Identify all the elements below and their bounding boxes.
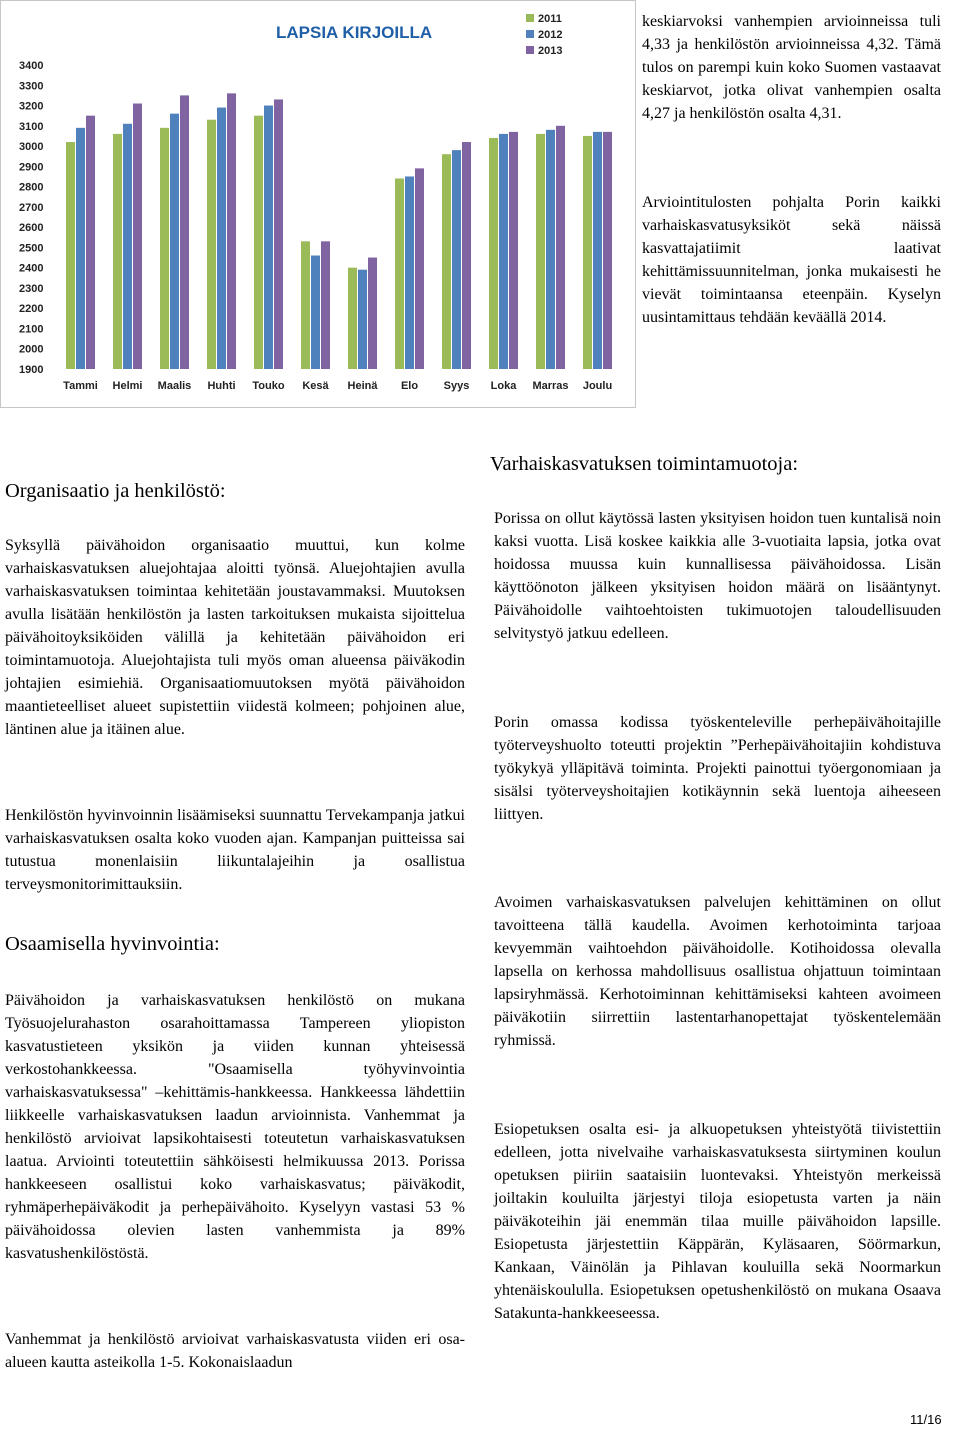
right-paragraph-1: Porissa on ollut käytössä lasten yksityisen hoidon tuen kuntalisä noin kaksi vuotta. Lisä koskee kaikkia alle 3-vuotiaita lapsia, jotka ovat hoidossa muussa kuin kunnallisessa päivähoidossa. Lisän käyttöönoton jälkeen yksityisen hoidon määrä on lisääntynyt. Päivähoidolle vaihtoehtoisten tukimuotojen taloudellisuuden selvitystyö jatkuu edelleen. [494, 510, 941, 642]
right-top-paragraph-2: Arviointitulosten pohjalta Porin kaikki varhaiskasvatusyksiköt sekä näissä kasvattajatiimit laativat kehittämissuunnitelman, jonka mukaisesti he vievät toimintaansa eteenpäin. Kyselyn uusintamittaus tehdään keväällä 2014. [642, 194, 941, 326]
y-tick-label: 2900 [19, 161, 44, 174]
bar-2013-helmi [133, 104, 142, 369]
y-tick-label: 2700 [19, 201, 44, 214]
legend-label-2012: 2012 [538, 29, 563, 41]
left-paragraph-2: Henkilöstön hyvinvoinnin lisäämiseksi suunnattu Tervekampanja jatkui varhaiskasvatuksen osalta koko vuoden ajan. Kampanjan puitteissa sai tutustua monenlaisiin liikuntalajeihin ja osallistua terveysmonitorimittauksiin. [5, 807, 465, 893]
right-paragraph-3: Avoimen varhaiskasvatuksen palvelujen kehittäminen on ollut tavoitteena tällä kaudella. Avoimen kerhotoiminta tarjoaa kevyemmän vaihtoehdon päivähoidolle. Kotihoidossa olevalla lapsella on kerhossa mahdollisuus osallistua ohjattuun toimintaan lapsiryhmässä. Kerhotoiminnan kehittämiseksi kahteen avoimeen päiväkotiin siirrettiin lastentarhanopettajat työskentelemään ryhmissä. [494, 894, 941, 1049]
bar-2011-tammi [66, 142, 75, 369]
x-tick-label: Helmi [112, 380, 143, 392]
y-tick-label: 2400 [19, 262, 44, 275]
legend-label-2013: 2013 [538, 45, 563, 57]
x-tick-label: Syys [443, 380, 470, 392]
bar-2013-kesä [321, 241, 330, 369]
y-tick-label: 3400 [19, 60, 44, 72]
left-paragraph-4: Vanhemmat ja henkilöstö arvioivat varhaiskasvatusta viiden eri osa-alueen kautta asteikolla 1-5. Kokonaislaadun [5, 1331, 465, 1371]
bar-2012-marras [546, 130, 555, 369]
chart-svg [1, 1, 637, 409]
y-axis [19, 60, 43, 376]
x-tick-label: Maalis [157, 380, 192, 392]
x-tick-label: Kesä [302, 380, 329, 392]
y-tick-label: 3000 [19, 141, 44, 154]
bar-2012-joulu [593, 132, 602, 369]
bar-2013-syys [462, 142, 471, 369]
legend-swatch-2011 [526, 14, 534, 22]
bar-2013-marras [556, 126, 565, 369]
page-number: 11/16 [910, 1412, 942, 1427]
bar-2013-maalis [180, 95, 189, 369]
bar-2011-kesä [301, 241, 310, 369]
bar-2011-elo [395, 178, 404, 369]
y-tick-label: 1900 [19, 364, 44, 376]
y-tick-label: 2100 [19, 323, 44, 336]
bar-2012-syys [452, 150, 461, 369]
bar-2012-maalis [170, 114, 179, 369]
heading-varhaiskasvatuksen: Varhaiskasvatuksen toimintamuotoja: [490, 453, 799, 475]
x-tick-label: Marras [532, 380, 569, 392]
bar-2011-loka [489, 138, 498, 369]
bars [66, 93, 612, 369]
bar-2012-heinä [358, 270, 367, 369]
x-tick-label: Huhti [207, 380, 236, 392]
x-tick-label: Loka [490, 380, 517, 392]
y-tick-label: 3300 [19, 80, 44, 93]
legend-label-2011: 2011 [538, 13, 562, 25]
x-tick-label: Elo [400, 380, 419, 392]
y-tick-label: 2800 [19, 181, 44, 194]
bar-2013-heinä [368, 258, 377, 369]
bar-2013-joulu [603, 132, 612, 369]
bar-2011-touko [254, 116, 263, 369]
chart-title: LAPSIA KIRJOILLA [276, 23, 433, 42]
bar-2012-loka [499, 134, 508, 369]
y-tick-label: 2200 [19, 303, 44, 316]
y-tick-label: 2600 [19, 222, 44, 235]
bar-2013-elo [415, 168, 424, 369]
right-paragraph-4: Esiopetuksen osalta esi- ja alkuopetuksen yhteistyötä tiivistettiin edelleen, jotta nivelvaihe varhaiskasvatuksesta siirtyminen koulun opetuksen piiriin saataisiin luontevaksi. Yhteistyön merkeissä joiltakin kouluilta järjestyi tiloja esiopetusta varten ja näin päiväkoteihin jäi enemmän tilaa muille päivähoidon lapsille. Esiopetusta järjestettiin Käppärän, Kyläsaaren, Söörmarkun, Kankaan, Väinölän ja Pihlavan kouluilla sekä Noormarkun yhtenäiskoululla. Esiopetuksen opetushenkilöstö on mukana Osaava Satakunta-hankkeeseessa. [494, 1121, 941, 1322]
bar-2011-heinä [348, 268, 357, 369]
bar-2012-huhti [217, 108, 226, 369]
bar-2011-marras [536, 134, 545, 369]
y-tick-label: 2300 [19, 282, 44, 295]
x-tick-label: Joulu [582, 380, 613, 392]
right-paragraph-2: Porin omassa kodissa työskenteleville perhepäivähoitajille työterveyshuolto toteutti projektin ”Perhepäivähoitajiin kohdistuva työkykyä ylläpitävä toiminta. Projekti painottui työergonomiaan ja sisälsi työterveyshoitajien kotikäynnin sekä luentoja aiheeseen liittyen. [494, 714, 941, 823]
bar-2013-tammi [86, 116, 95, 369]
bar-2012-elo [405, 176, 414, 369]
legend-swatch-2012 [526, 30, 534, 38]
y-tick-label: 3200 [19, 100, 44, 113]
bar-2011-helmi [113, 134, 122, 369]
bar-2011-maalis [160, 128, 169, 369]
y-tick-label: 2500 [19, 242, 44, 255]
bar-2013-touko [274, 99, 283, 369]
heading-organisaatio: Organisaatio ja henkilöstö: [5, 480, 226, 502]
bar-2012-touko [264, 106, 273, 369]
x-tick-label: Tammi [63, 380, 98, 392]
x-tick-label: Touko [252, 380, 285, 392]
y-tick-label: 2000 [19, 343, 44, 356]
bar-2011-joulu [583, 136, 592, 369]
left-paragraph-3: Päivähoidon ja varhaiskasvatuksen henkilöstö on mukana Työsuojelurahaston osarahoittamassa Tampereen yliopiston kasvatustieteen yksikön ja viiden kunnan yhteisessä verkostohankkeessa. "Osaamisella työhyvinvointia varhaiskasvatuksessa" –kehittämis-hankkeessa. Hankkeessa lähdettiin liikkeelle varhaiskasvatuksen laadun arvioinnista. Vanhemmat ja henkilöstö arvioivat lapsikohtaisesti toteutetun varhaiskasvatuksen laatua. Arviointi toteutettiin sähköisesti helmikuussa 2013. Porissa hankkeeseen osallistui koko varhaiskasvatus; päiväkodit, ryhmäperhepäiväkodit ja perhepäivähoito. Kyselyyn vastasi 53 % päivähoidossa olevien lasten vanhemmista ja 89% kasvatushenkilöstöstä. [5, 992, 465, 1262]
left-paragraph-1: Syksyllä päivähoidon organisaatio muuttui, kun kolme varhaiskasvatuksen aluejohtajaa aloitti työnsä. Aluejohtajien avulla varhaiskasvatuksen toimintaa kehitetään joustavammaksi. Muutoksen avulla lisätään henkilöstön ja lasten tarkoituksen mukaista sijoittelua päivähoitoyksiköiden välillä ja kehitetään päivähoidon eri toimintamuotoja. Aluejohtajista tuli myös oman alueensa päiväkodin johtajien esimiehiä. Organisaatiomuutoksen myötä päivähoidon maantieteelliset alueet supistettiin viidestä kolmeen; pohjoinen alue, läntinen alue ja itäinen alue. [5, 537, 465, 738]
heading-osaamisella: Osaamisella hyvinvointia: [5, 933, 220, 955]
x-tick-label: Heinä [347, 380, 378, 392]
legend-swatch-2013 [526, 46, 534, 54]
bar-2012-kesä [311, 256, 320, 369]
bar-2013-huhti [227, 93, 236, 369]
bar-2011-huhti [207, 120, 216, 369]
y-tick-label: 3100 [19, 120, 44, 133]
x-axis [63, 380, 612, 392]
legend [526, 13, 562, 57]
bar-2011-syys [442, 154, 451, 369]
right-top-paragraph-1: keskiarvoksi vanhempien arvioinneissa tuli 4,33 ja henkilöstön arvioinneissa 4,32. Tämä tulos on parempi kuin koko Suomen vastaavat keskiarvot, jotka olivat vanhempien osalta 4,27 ja henkilöstön osalta 4,31. [642, 13, 941, 122]
chart-lapsia-kirjoilla [0, 0, 636, 408]
bar-2012-helmi [123, 124, 132, 369]
bar-2013-loka [509, 132, 518, 369]
bar-2012-tammi [76, 128, 85, 369]
